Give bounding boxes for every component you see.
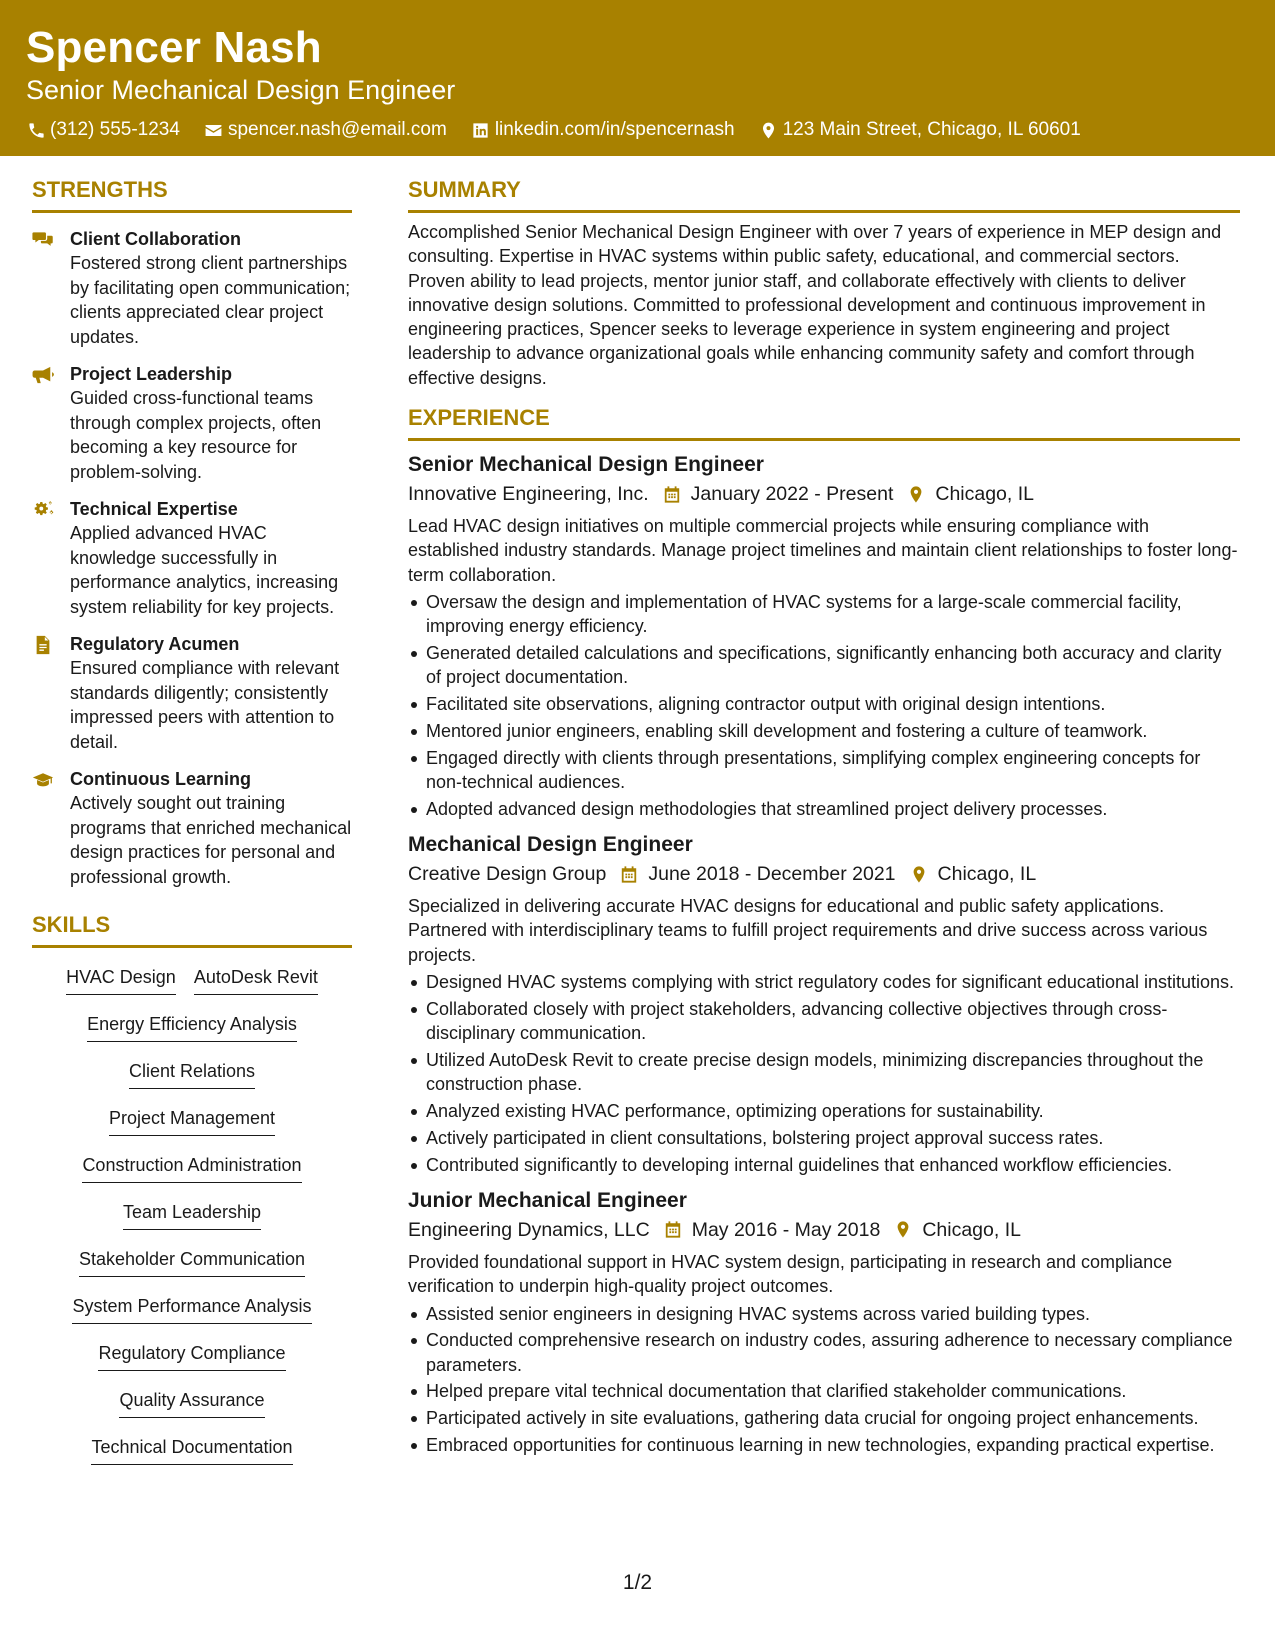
- job-title: Junior Mechanical Engineer: [408, 1188, 687, 1212]
- skill-tag: Project Management: [109, 1106, 275, 1136]
- strength-desc: Guided cross-functional teams through complex projects, often becoming a key resource for problem-solving.: [70, 388, 322, 482]
- contact-email[interactable]: [204, 118, 447, 142]
- strength-item: [32, 767, 352, 889]
- job-description: Provided foundational support in HVAC system design, participating in research and compliance verification to underpin high-quality project outcomes.: [408, 1251, 1173, 1297]
- envelope-icon: [204, 120, 224, 140]
- experience-heading: EXPERIENCE: [408, 404, 1240, 441]
- contact-linkedin-text: linkedin.com/in/spencernash: [494, 119, 735, 140]
- skills-heading: SKILLS: [32, 911, 352, 948]
- strength-title: Client Collaboration: [70, 229, 241, 249]
- skill-tag: AutoDesk Revit: [194, 965, 318, 995]
- job-company: Engineering Dynamics, LLC: [408, 1218, 650, 1241]
- strength-title: Regulatory Acumen: [70, 634, 240, 654]
- skill-tag: Team Leadership: [123, 1200, 261, 1230]
- contact-phone-text: (312) 555-1234: [50, 119, 180, 140]
- strength-item: [32, 632, 352, 754]
- strength-title: Project Leadership: [70, 364, 233, 384]
- summary-heading: SUMMARY: [408, 176, 1240, 213]
- skill-tag: Energy Efficiency Analysis: [87, 1012, 297, 1042]
- calendar-icon: [620, 865, 638, 884]
- graduation-cap-icon: [32, 767, 70, 889]
- job-bullet: Contributed significantly to developing internal guidelines that enhanced workflow efficiencies.: [408, 1153, 1240, 1177]
- job-bullet: Generated detailed calculations and specifications, significantly enhancing both accuracy and clarity of project documentation.: [408, 641, 1240, 690]
- location-pin-icon: [907, 485, 925, 504]
- job-meta: [408, 861, 1240, 887]
- job-description: Lead HVAC design initiatives on multiple commercial projects while ensuring compliance with established industry standards. Manage project timelines and maintain client relationships to foster long-term collaboration.: [408, 516, 1238, 585]
- contact-linkedin[interactable]: [471, 118, 735, 142]
- job-dates: June 2018 - December 2021: [648, 863, 896, 886]
- job-title: Senior Mechanical Design Engineer: [408, 453, 764, 477]
- job-bullet: Oversaw the design and implementation of HVAC systems for a large-scale commercial facility, improving energy efficiency.: [408, 590, 1240, 639]
- page-number: 1/2: [622, 1571, 653, 1594]
- location-pin-icon: [759, 120, 779, 140]
- job-bullet: Designed HVAC systems complying with strict regulatory codes for significant educational institutions.: [408, 970, 1240, 994]
- job-bullets: [408, 1302, 1240, 1458]
- skill-tag: Stakeholder Communication: [79, 1247, 305, 1277]
- job-company: Innovative Engineering, Inc.: [408, 483, 649, 506]
- strength-item: [32, 497, 352, 619]
- right-column: [408, 176, 1240, 1460]
- document-icon: [32, 632, 70, 754]
- skill-tag: Quality Assurance: [119, 1388, 264, 1418]
- strength-title: Continuous Learning: [70, 769, 251, 789]
- calendar-icon: [664, 1220, 682, 1239]
- skill-tag: Client Relations: [129, 1059, 255, 1089]
- job-bullets: [408, 970, 1240, 1177]
- strengths-heading: STRENGTHS: [32, 176, 352, 213]
- strengths-list: [32, 227, 352, 889]
- job-location: Chicago, IL: [935, 483, 1035, 506]
- job-entry: [408, 1187, 1240, 1457]
- skill-tag: System Performance Analysis: [72, 1294, 311, 1324]
- job-bullet: Utilized AutoDesk Revit to create precise design models, minimizing discrepancies throughout the construction phase.: [408, 1048, 1240, 1097]
- job-meta: [408, 1217, 1240, 1243]
- job-bullet: Engaged directly with clients through presentations, simplifying complex engineering concepts for non-technical audiences.: [408, 746, 1240, 795]
- job-meta: [408, 481, 1240, 507]
- job-bullet: Analyzed existing HVAC performance, optimizing operations for sustainability.: [408, 1099, 1240, 1123]
- job-bullet: Adopted advanced design methodologies that streamlined project delivery processes.: [408, 797, 1240, 821]
- skill-tag: Regulatory Compliance: [98, 1341, 285, 1371]
- job-bullet: Collaborated closely with project stakeholders, advancing collective objectives through cross-disciplinary communication.: [408, 997, 1240, 1046]
- strength-item: [32, 227, 352, 349]
- left-column: [32, 176, 352, 1477]
- candidate-title: Senior Mechanical Design Engineer: [26, 75, 456, 105]
- calendar-icon: [663, 485, 681, 504]
- gears-icon: [32, 497, 70, 619]
- skill-tag: HVAC Design: [66, 965, 176, 995]
- job-bullet: Actively participated in client consultations, bolstering project approval success rates.: [408, 1126, 1240, 1150]
- summary-text: Accomplished Senior Mechanical Design Engineer with over 7 years of experience in MEP design and consulting. Expertise in HVAC systems within public safety, educational, and commercial sectors. Proven ability to lead projects, mentor junior staff, and collaborate effectively with clients to deliver innovative design solutions. Committed to professional development and continuous improvement in engineering practices, Spencer seeks to leverage experience in system engineering and project leadership to advance organizational goals while enhancing community safety and comfort through effective designs.: [408, 222, 1222, 388]
- skill-tag: Construction Administration: [82, 1153, 301, 1183]
- job-bullet: Conducted comprehensive research on industry codes, assuring adherence to necessary compliance parameters.: [408, 1328, 1240, 1377]
- job-location: Chicago, IL: [922, 1218, 1021, 1241]
- location-pin-icon: [910, 865, 928, 884]
- strength-desc: Ensured compliance with relevant standards diligently; consistently impressed peers with attention to detail.: [70, 658, 340, 752]
- job-bullet: Assisted senior engineers in designing HVAC systems across varied building types.: [408, 1302, 1240, 1326]
- job-title: Mechanical Design Engineer: [408, 833, 693, 857]
- location-pin-icon: [894, 1220, 912, 1239]
- job-dates: May 2016 - May 2018: [691, 1218, 881, 1241]
- job-description: Specialized in delivering accurate HVAC designs for educational and public safety applications. Partnered with interdisciplinary teams to fulfill project requirements and drive success across various projects.: [408, 896, 1208, 965]
- strength-desc: Applied advanced HVAC knowledge successfully in performance analytics, increasing system reliability for key projects.: [70, 523, 339, 617]
- chat-bubbles-icon: [32, 227, 70, 349]
- skill-tag: Technical Documentation: [91, 1435, 292, 1465]
- job-bullets: [408, 590, 1240, 821]
- job-company: Creative Design Group: [408, 863, 607, 886]
- strength-item: [32, 362, 352, 484]
- job-bullet: Mentored junior engineers, enabling skill development and fostering a culture of teamwork.: [408, 719, 1240, 743]
- header: [0, 0, 1275, 156]
- job-bullet: Helped prepare vital technical documentation that clarified stakeholder communications.: [408, 1379, 1240, 1403]
- phone-icon: [26, 120, 46, 140]
- strength-title: Technical Expertise: [70, 499, 238, 519]
- linkedin-icon: [471, 120, 491, 140]
- job-entry: [408, 831, 1240, 1177]
- job-bullet: Facilitated site observations, aligning contractor output with original design intentions.: [408, 692, 1240, 716]
- job-bullet: Participated actively in site evaluations, gathering data crucial for ongoing project enhancements.: [408, 1406, 1240, 1430]
- contact-email-text: spencer.nash@email.com: [227, 119, 447, 140]
- job-bullet: Embraced opportunities for continuous learning in new technologies, expanding practical expertise.: [408, 1433, 1240, 1457]
- contact-address: [759, 118, 1081, 142]
- skills-list: [32, 960, 352, 1477]
- candidate-name: Spencer Nash: [26, 23, 322, 72]
- megaphone-icon: [32, 362, 70, 484]
- contact-phone[interactable]: [26, 118, 180, 142]
- contact-address-text: 123 Main Street, Chicago, IL 60601: [782, 119, 1081, 140]
- contact-bar: [26, 118, 1249, 142]
- job-entry: [408, 451, 1240, 821]
- job-location: Chicago, IL: [937, 863, 1037, 886]
- job-dates: January 2022 - Present: [690, 483, 894, 506]
- strength-desc: Fostered strong client partnerships by facilitating open communication; clients appreciated clear project updates.: [70, 253, 351, 347]
- strength-desc: Actively sought out training programs that enriched mechanical design practices for personal and professional growth.: [70, 793, 352, 887]
